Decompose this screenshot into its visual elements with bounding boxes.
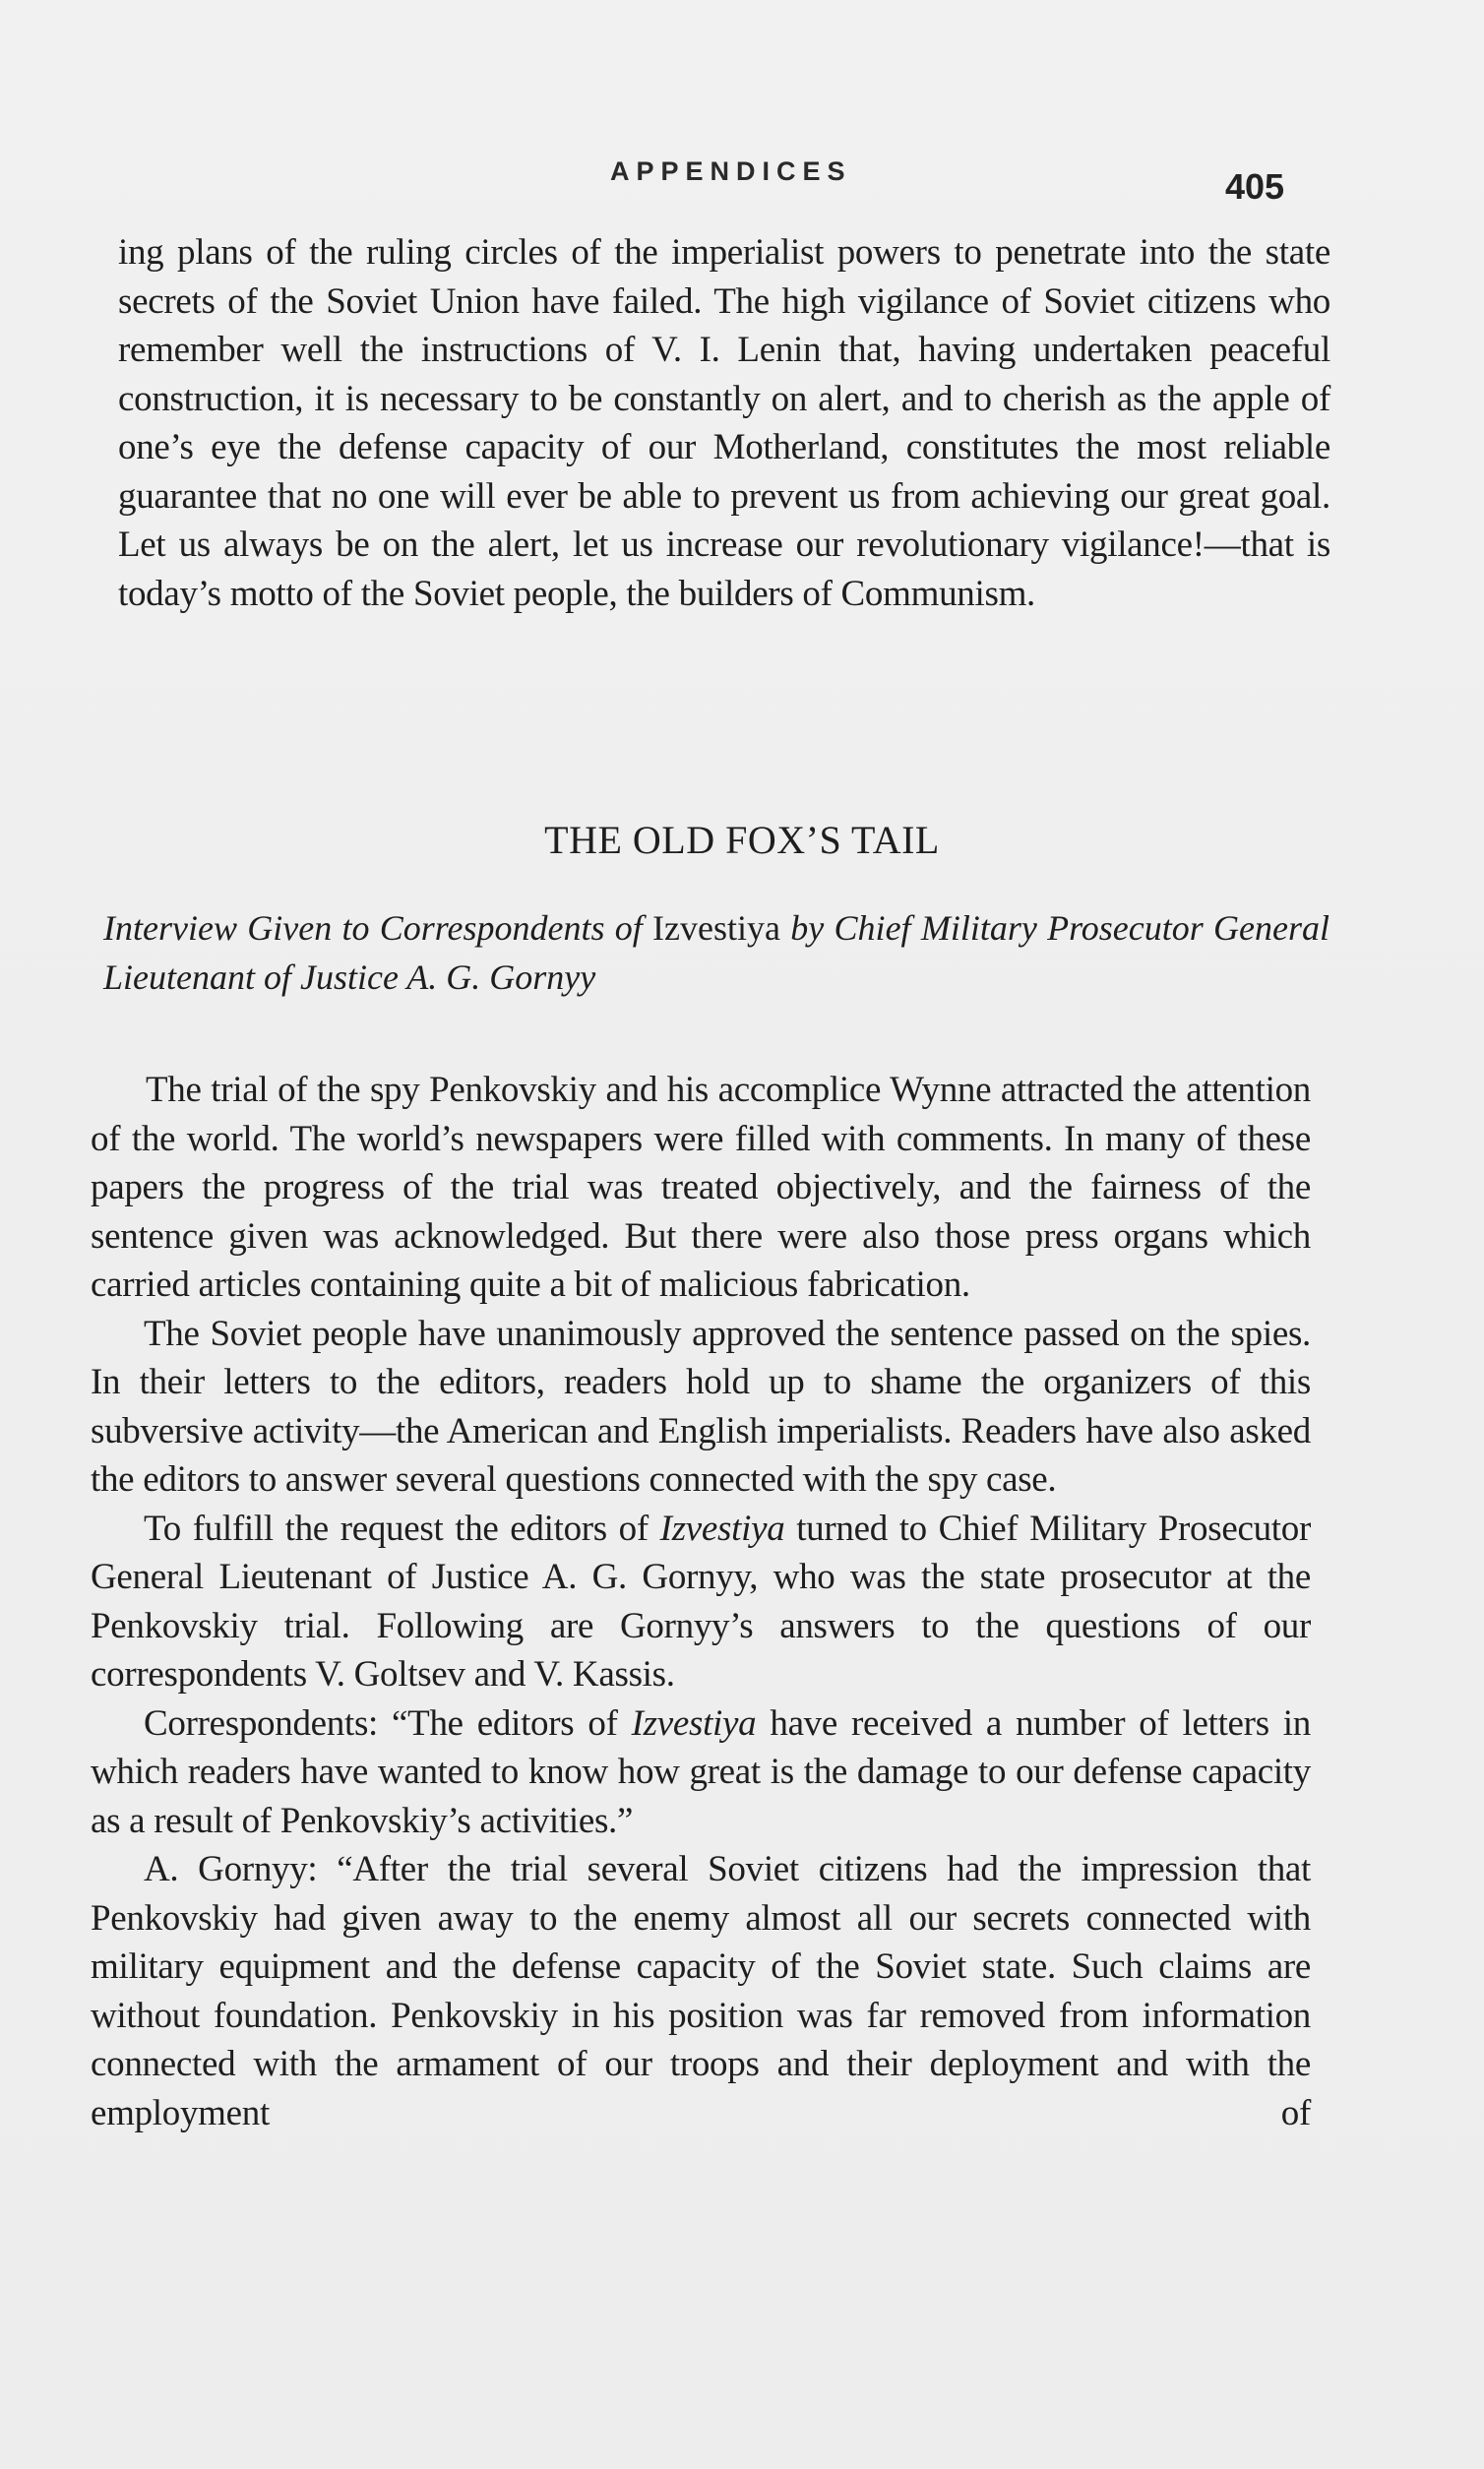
body-paragraph-3 (91, 1505, 1311, 1699)
running-title: APPENDICES (610, 156, 852, 186)
publication-name: Izvestiya (631, 1702, 757, 1744)
paragraph-text: have received a number of letters in which readers have wanted to know how great is the damage to our defense capacity as a result of Penkovskiy’s activities.” (91, 1702, 1311, 1841)
article-body (91, 1066, 1311, 2137)
body-paragraph-4 (91, 1699, 1311, 1846)
page-number: 405 (1225, 166, 1285, 207)
paragraph-text: Correspondents: “The editors of (144, 1702, 632, 1744)
body-paragraph-2: The Soviet people have unanimously approved the sentence passed on the spies. In their letters to the editors, readers hold up to shame the organizers of this subversive activity—the American and English imperialists. Readers have also asked the editors to answer several questions connected with the spy case. (91, 1313, 1311, 1500)
section-subtitle (103, 903, 1329, 1002)
body-paragraph-5: A. Gornyy: “After the trial several Soviet citizens had the impression that Penkovskiy had given away to the enemy almost all our secrets connected with military equipment and the defense capacity of the Soviet state. Such claims are without foundation. Penkovskiy in his position was far removed from information connected with the armament of our troops and their deployment and with the employment of (91, 1849, 1311, 2133)
subtitle-part-2: by Chief Military Prosecutor General Lieutenant of Justice A. G. Gornyy (103, 908, 1330, 997)
paragraph-text: To fulfill the request the editors of (144, 1508, 660, 1549)
paragraph-text: turned to Chief Military Prosecutor General Lieutenant of Justice A. G. Gornyy, who was the state prosecutor at the Penkovskiy trial. Following are Gornyy’s answers to the questions of our correspondents V. Goltsev and V. Kassis. (91, 1508, 1311, 1695)
subtitle-part-1: Interview Given to Correspondents of (103, 908, 643, 948)
intro-continuation (118, 228, 1330, 618)
subtitle-publication: Izvestiya (652, 908, 780, 948)
body-paragraph-1: The trial of the spy Penkovskiy and his accomplice Wynne attracted the attention of the world. The world’s newspapers were filled with comments. In many of these papers the progress of the trial was treated objectively, and the fairness of the sentence given was acknowledged. But there were also those press organs which carried articles containing quite a bit of malicious fabrication. (91, 1070, 1311, 1305)
publication-name: Izvestiya (659, 1508, 785, 1549)
running-header (0, 153, 1484, 207)
section-title: THE OLD FOX’S TAIL (544, 818, 940, 862)
intro-paragraph: ing plans of the ruling circles of the imperialist powers to penetrate into the state secrets of the Soviet Union have failed. The high vigilance of Soviet citizens who remember well the instructions of V. I. Lenin that, having undertaken peaceful construction, it is necessary to be constantly on alert, and to cherish as the apple of one’s eye the defense capacity of our Motherland, constitutes the most reliable guarantee that no one will ever be able to prevent us from achieving our great goal. Let us always be on the alert, let us increase our revolutionary vigilance!—that is today’s motto of the Soviet people, the builders of Communism. (118, 232, 1330, 614)
